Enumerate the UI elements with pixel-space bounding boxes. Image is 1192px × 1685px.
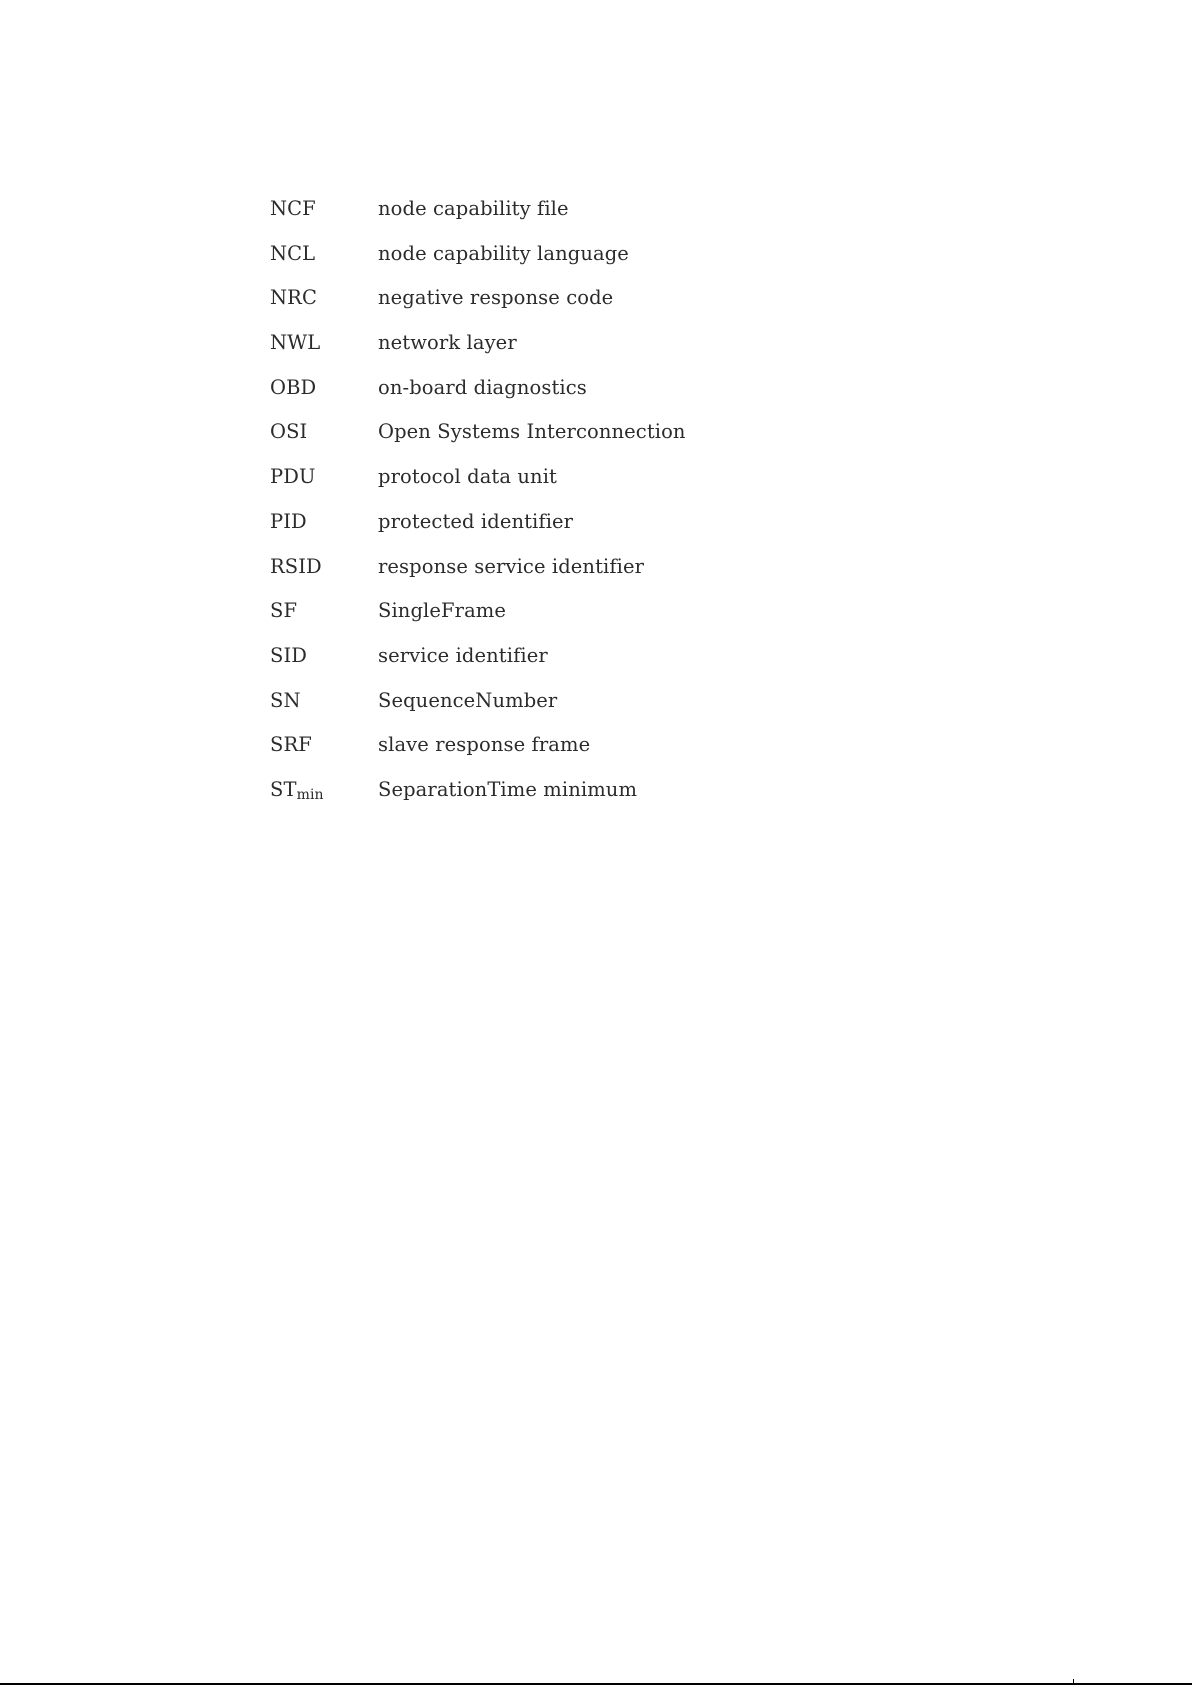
- abbreviation-definition: protocol data unit: [378, 465, 557, 489]
- abbreviation-term: PID: [270, 509, 307, 533]
- abbreviation-term: OBD: [270, 375, 317, 399]
- abbreviation-definition: node capability file: [378, 197, 569, 220]
- abbreviation-definition: Open Systems Interconnection: [378, 420, 686, 444]
- abbreviation-term: PDU: [270, 465, 316, 489]
- abbreviation-definition: negative response code: [378, 286, 614, 310]
- abbreviation-term: NRC: [270, 286, 317, 310]
- abbreviation-term: [270, 777, 378, 803]
- abbreviation-entry: [270, 330, 686, 375]
- abbreviation-list: [270, 196, 686, 822]
- abbreviation-entry: [270, 732, 686, 777]
- abbreviation-definition: network layer: [378, 331, 517, 355]
- abbreviation-definition: on-board diagnostics: [378, 375, 587, 399]
- abbreviation-definition: protected identifier: [378, 509, 574, 533]
- abbreviation-entry: [270, 554, 686, 599]
- abbreviation-term: RSID: [270, 554, 322, 578]
- abbreviation-term: SF: [270, 599, 298, 623]
- abbreviation-entry: [270, 688, 686, 733]
- abbreviation-entry: [270, 643, 686, 688]
- abbreviation-entry: [270, 241, 686, 286]
- abbreviation-entry: [270, 375, 686, 420]
- abbreviation-term-subscript: min: [296, 786, 324, 803]
- abbreviation-definition: SeparationTime minimum: [378, 777, 638, 801]
- abbreviation-entry: [270, 509, 686, 554]
- abbreviation-term: SID: [270, 643, 307, 667]
- page-bottom-tick: [1073, 1679, 1074, 1684]
- abbreviation-entry: [270, 419, 686, 464]
- abbreviation-definition: response service identifier: [378, 554, 645, 578]
- abbreviation-entry: [270, 285, 686, 330]
- abbreviation-term-base: ST: [270, 777, 297, 801]
- abbreviation-definition: SequenceNumber: [378, 688, 558, 712]
- abbreviation-term: OSI: [270, 420, 308, 444]
- abbreviation-term: NWL: [270, 331, 321, 355]
- abbreviation-term: SRF: [270, 733, 312, 757]
- abbreviation-definition: SingleFrame: [378, 599, 507, 623]
- abbreviation-term: NCL: [270, 241, 316, 265]
- abbreviation-term: NCF: [270, 197, 316, 220]
- abbreviation-entry: [270, 464, 686, 509]
- abbreviation-definition: service identifier: [378, 643, 548, 667]
- abbreviation-definition: node capability language: [378, 241, 629, 265]
- abbreviation-term: SN: [270, 688, 301, 712]
- abbreviation-definition: slave response frame: [378, 733, 591, 757]
- abbreviation-entry: [270, 598, 686, 643]
- abbreviation-entry: [270, 777, 686, 822]
- abbreviation-entry: [270, 196, 686, 241]
